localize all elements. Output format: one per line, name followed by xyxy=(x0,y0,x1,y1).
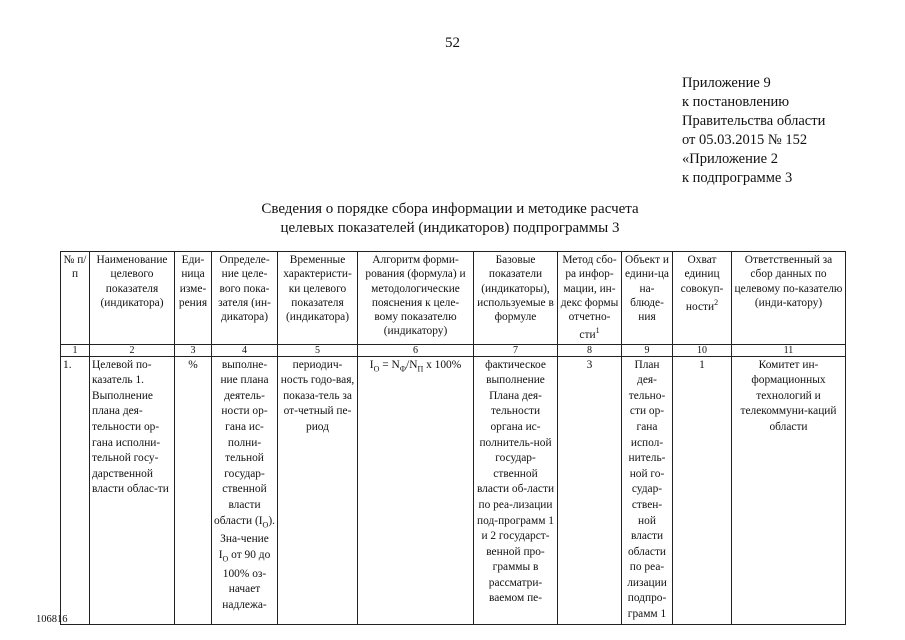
formula-part: x 100% xyxy=(423,358,462,371)
header-cell: Алгоритм форми-рования (формула) и методологические пояснения к целе-вому показателю (индикатору) xyxy=(358,252,474,345)
column-number: 6 xyxy=(358,344,474,356)
appendix-line: Правительства области xyxy=(682,113,826,129)
document-title xyxy=(220,200,680,238)
column-number: 4 xyxy=(212,344,278,356)
appendix-line: от 05.03.2015 № 152 xyxy=(682,132,808,148)
header-cell: Еди-ница изме-рения xyxy=(175,252,212,345)
title-line: целевых показателей (индикаторов) подпрограммы 3 xyxy=(280,220,620,236)
column-number: 3 xyxy=(175,344,212,356)
row-number: 1. xyxy=(61,356,90,624)
definition-subscript: O xyxy=(262,519,269,529)
table-row xyxy=(61,356,846,624)
indicator-formula xyxy=(358,356,474,624)
header-cell: № п/п xyxy=(61,252,90,345)
column-number: 10 xyxy=(673,344,732,356)
formula-part: I xyxy=(369,358,374,371)
footnote-mark: 1 xyxy=(595,326,600,336)
indicator-coverage: 1 xyxy=(673,356,732,624)
formula-part: /N xyxy=(406,358,418,371)
column-number: 8 xyxy=(558,344,622,356)
column-number: 2 xyxy=(90,344,175,356)
table-header-row xyxy=(61,252,846,345)
indicator-object: План дея-тельно-сти ор-гана испол-нитель-ной го-судар-ствен-ной власти области по реа-лизации подпро-грамм 1 xyxy=(622,356,673,624)
header-cell: Определе-ние целе-вого пока-зателя (ин-дикатора) xyxy=(212,252,278,345)
indicator-base: фактическое выполнение Плана дея-тельности органа ис-полнитель-ной государ-ственной власти об-ласти по реа-лизации под-программ 1 и 2 государст-венной про-граммы в рассматри-ваемом пе- xyxy=(474,356,558,624)
header-text: Метод сбо-ра инфор-мации, ин-декс формы отчетно-сти xyxy=(560,254,619,342)
page-number: 52 xyxy=(445,35,460,51)
header-text: Охват единиц совокуп-ности xyxy=(680,254,724,313)
header-cell xyxy=(673,252,732,345)
footnote-mark: 2 xyxy=(714,297,719,307)
indicator-name: Целевой по-казатель 1. Выполнение плана дея-тельности ор-гана исполни-тельной госу-дарственной власти облас-ти xyxy=(90,356,175,624)
header-cell xyxy=(558,252,622,345)
appendix-line: к подпрограмме 3 xyxy=(682,170,793,186)
formula-subscript: Ф xyxy=(399,363,407,373)
column-number: 9 xyxy=(622,344,673,356)
column-number: 7 xyxy=(474,344,558,356)
appendix-line: Приложение 9 xyxy=(682,75,771,91)
title-line: Сведения о порядке сбора информации и методике расчета xyxy=(261,201,639,217)
header-cell: Временные характеристи-ки целевого показателя (индикатора) xyxy=(278,252,358,345)
definition-text: выполне-ние плана деятель-ности ор-гана ис-полни-тельной государ-ственной власти области (I xyxy=(214,358,269,527)
appendix-line: «Приложение 2 xyxy=(682,151,778,167)
indicators-table xyxy=(60,251,846,625)
indicator-definition xyxy=(212,356,278,624)
formula-subscript: П xyxy=(417,363,424,373)
column-number: 5 xyxy=(278,344,358,356)
definition-subscript: O xyxy=(222,554,229,564)
formula-part: = N xyxy=(379,358,400,371)
indicator-time: периодич-ность годо-вая, показа-тель за от-четный пе-риод xyxy=(278,356,358,624)
indicator-responsible: Комитет ин-формационных технологий и телекоммуни-каций области xyxy=(732,356,846,624)
column-number: 1 xyxy=(61,344,90,356)
column-number-row xyxy=(61,344,846,356)
definition-text: от 90 до 100% оз-начает надлежа- xyxy=(222,548,271,612)
header-cell: Ответственный за сбор данных по целевому по-казателю (инди-катору) xyxy=(732,252,846,345)
appendix-block xyxy=(682,74,902,188)
footer-code: 106816 xyxy=(36,614,68,625)
column-number: 11 xyxy=(732,344,846,356)
header-cell: Базовые показатели (индикаторы), используемые в формуле xyxy=(474,252,558,345)
indicator-method: 3 xyxy=(558,356,622,624)
formula-subscript: O xyxy=(373,363,380,373)
definition-text: ). Зна-чение I xyxy=(218,514,275,561)
indicator-unit: % xyxy=(175,356,212,624)
header-cell: Объект и едини-ца на-блюде-ния xyxy=(622,252,673,345)
appendix-line: к постановлению xyxy=(682,94,790,110)
header-cell: Наименование целевого показателя (индикатора) xyxy=(90,252,175,345)
